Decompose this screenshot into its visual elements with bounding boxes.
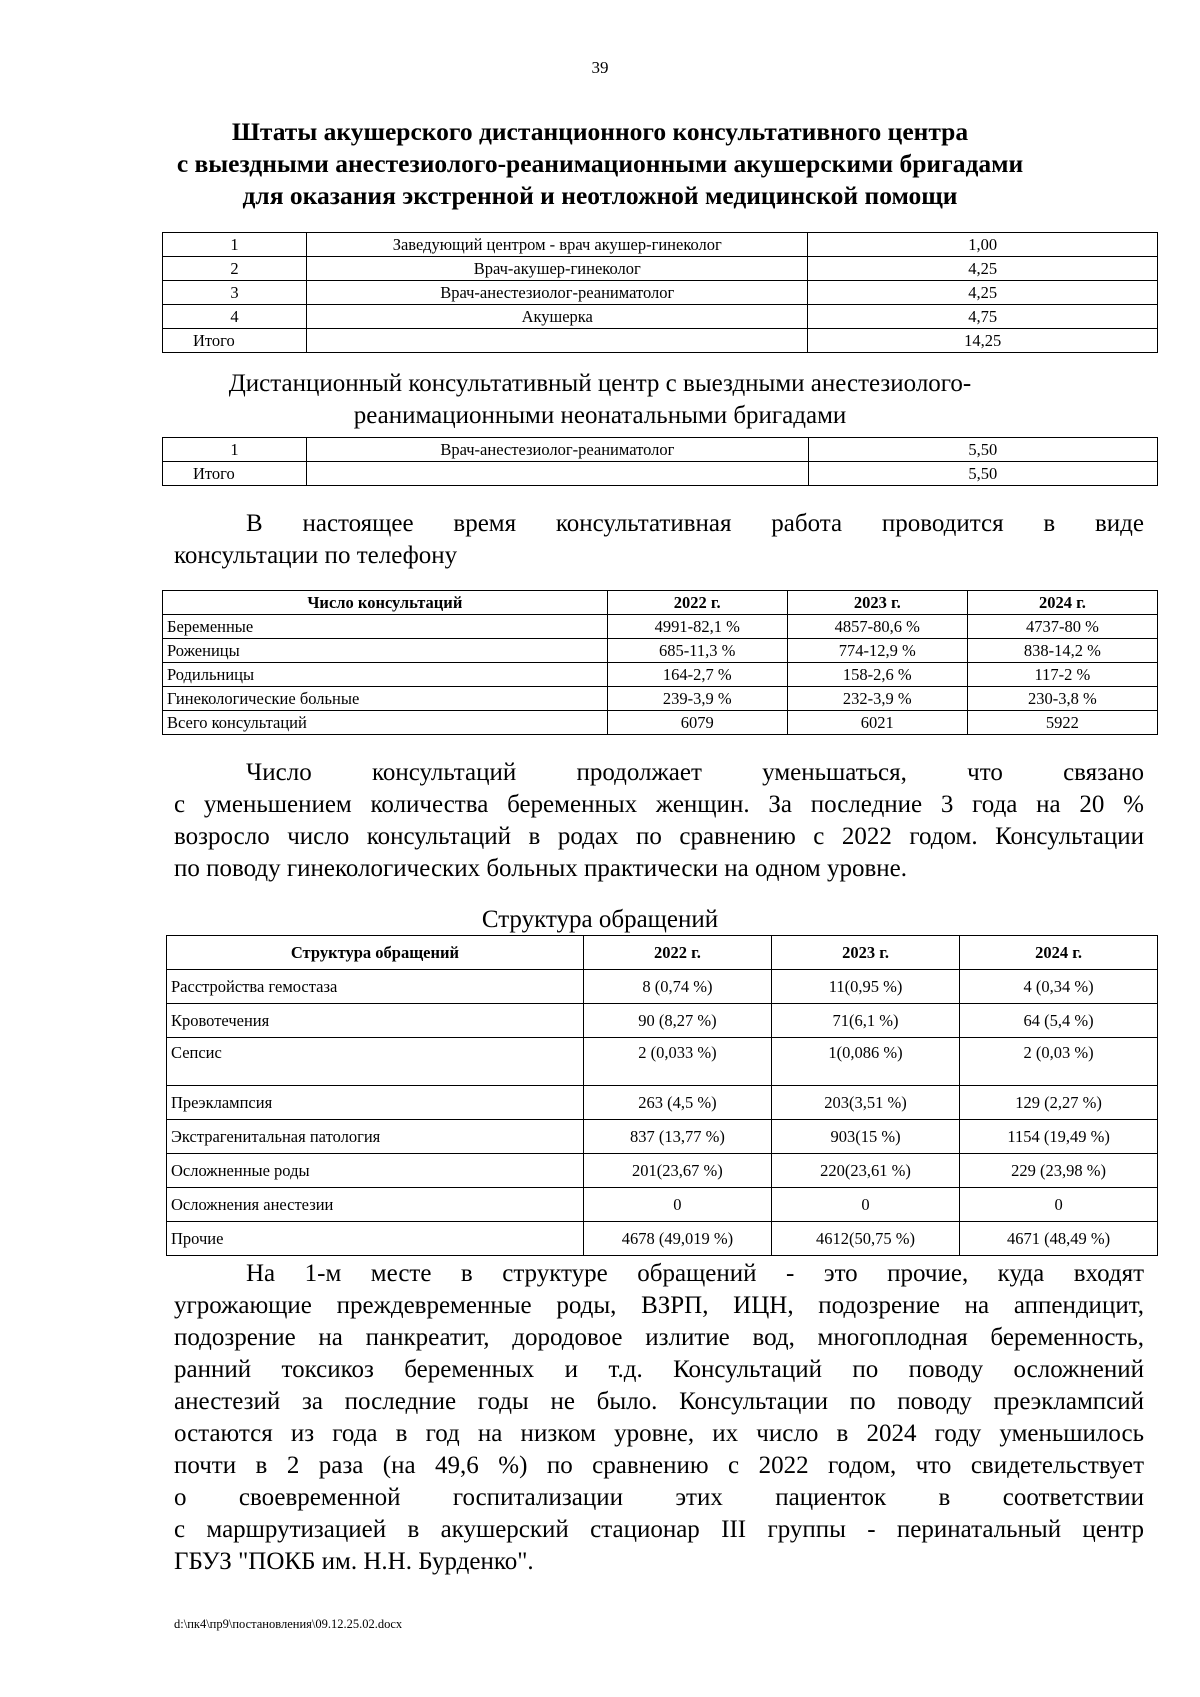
paragraph-line: угрожающие преждевременные роды, ВЗРП, ИЦН, подозрение на аппендицит, (174, 1292, 1144, 1319)
table-cell: 11(0,95 %) (771, 970, 959, 1004)
table-cell: 2 (0,03 %) (960, 1038, 1158, 1086)
table-cell: Врач-анестезиолог-реаниматолог (307, 438, 809, 462)
paragraph-line: подозрение на панкреатит, дородовое излитие вод, многоплодная беременность, (174, 1324, 1144, 1351)
table-cell: Прочие (167, 1222, 584, 1256)
table-cell: 0 (960, 1188, 1158, 1222)
paragraph-line: На 1-м месте в структуре обращений - это прочие, куда входят (246, 1260, 1144, 1287)
consultations-table (162, 590, 1158, 735)
table-row (167, 1154, 1158, 1188)
table-row (163, 281, 1158, 305)
table-cell: 158-2,6 % (787, 663, 967, 687)
paragraph-line: ГБУЗ "ПОКБ им. Н.Н. Бурденко". (174, 1548, 534, 1575)
table-cell (307, 329, 808, 353)
subtitle-neonatal (100, 368, 1100, 432)
column-header: 2024 г. (967, 591, 1157, 615)
table-cell: 201(23,67 %) (583, 1154, 771, 1188)
column-header: 2023 г. (787, 591, 967, 615)
table-cell: 4,75 (808, 305, 1158, 329)
table-row (163, 615, 1158, 639)
table-cell: Врач-акушер-гинеколог (307, 257, 808, 281)
table-cell: 0 (583, 1188, 771, 1222)
table-row (163, 687, 1158, 711)
table-cell: 685-11,3 % (607, 639, 787, 663)
table-cell: 117-2 % (967, 663, 1157, 687)
table-row (167, 1086, 1158, 1120)
table-cell: 129 (2,27 %) (960, 1086, 1158, 1120)
title-line: Штаты акушерского дистанционного консультативного центра (231, 117, 969, 146)
title-line: с выездными анестезиолого-реанимационными акушерскими бригадами (176, 149, 1024, 178)
paragraph-line: возросло число консультаций в родах по сравнению с 2022 годом. Консультации (174, 823, 1144, 850)
paragraph-line: анестезий за последние годы не было. Консультации по поводу преэклампсий (174, 1388, 1144, 1415)
table-cell: Роженицы (163, 639, 608, 663)
table-cell: 6021 (787, 711, 967, 735)
table-cell: 263 (4,5 %) (583, 1086, 771, 1120)
file-path-footer: d:\пк4\пр9\постановления\09.12.25.02.docx (174, 1617, 403, 1631)
table-cell: 4,25 (808, 257, 1158, 281)
column-header: Структура обращений (167, 936, 584, 970)
table-row (167, 1038, 1158, 1086)
table-row (163, 305, 1158, 329)
table-row (163, 438, 1158, 462)
column-header: 2023 г. (771, 936, 959, 970)
table-row (163, 639, 1158, 663)
table-cell: Расстройства гемостаза (167, 970, 584, 1004)
table-row (167, 1222, 1158, 1256)
table-row (167, 1120, 1158, 1154)
table-cell: 4857-80,6 % (787, 615, 967, 639)
page-number: 39 (591, 58, 609, 77)
table-cell: 903(15 %) (771, 1120, 959, 1154)
table-cell: 71(6,1 %) (771, 1004, 959, 1038)
table-cell: Беременные (163, 615, 608, 639)
table-cell: Преэклампсия (167, 1086, 584, 1120)
column-header: 2024 г. (960, 936, 1158, 970)
table-cell: 837 (13,77 %) (583, 1120, 771, 1154)
paragraph-line: В настоящее время консультативная работа проводится в виде (246, 510, 1144, 537)
table-cell: 2 (0,033 %) (583, 1038, 771, 1086)
paragraph-line: Число консультаций продолжает уменьшаться, что связано (246, 759, 1144, 786)
table-cell: 0 (771, 1188, 959, 1222)
staff-table-obstetric (162, 232, 1158, 353)
table-cell: Экстрагенитальная патология (167, 1120, 584, 1154)
total-label: Итого (163, 329, 307, 353)
table-total-row (163, 462, 1158, 486)
paragraph-line: с маршрутизацией в акушерский стационар III группы - перинатальный центр (174, 1516, 1144, 1543)
paragraph-line: остаются из года в год на низком уровне, их число в 2024 году уменьшилось (174, 1420, 1144, 1447)
table-cell: Осложнения анестезии (167, 1188, 584, 1222)
paragraph-line: по поводу гинекологических больных практически на одном уровне. (174, 855, 907, 882)
table-cell: 220(23,61 %) (771, 1154, 959, 1188)
table-row (163, 233, 1158, 257)
table-cell: 232-3,9 % (787, 687, 967, 711)
subtitle-line: Дистанционный консультативный центр с выездными анестезиолого- (228, 370, 972, 397)
table-cell: 4612(50,75 %) (771, 1222, 959, 1256)
column-header: 2022 г. (583, 936, 771, 970)
paragraph-line: с уменьшением количества беременных женщин. За последние 3 года на 20 % (174, 791, 1144, 818)
table-cell: Акушерка (307, 305, 808, 329)
table-cell: 3 (163, 281, 307, 305)
paragraph-line: о своевременной госпитализации этих пациенток в соответствии (174, 1484, 1144, 1511)
table-cell: Всего консультаций (163, 711, 608, 735)
table-cell: 203(3,51 %) (771, 1086, 959, 1120)
table-cell: Гинекологические больные (163, 687, 608, 711)
table-cell: 4 (163, 305, 307, 329)
paragraph-line: почти в 2 раза (на 49,6 %) по сравнению с 2022 годом, что свидетельствует (174, 1452, 1144, 1479)
table-cell: 90 (8,27 %) (583, 1004, 771, 1038)
table-cell: 164-2,7 % (607, 663, 787, 687)
table-header-row (167, 936, 1158, 970)
table-cell: 4,25 (808, 281, 1158, 305)
table-cell (307, 462, 809, 486)
table-row (163, 257, 1158, 281)
table-total-row (163, 329, 1158, 353)
table-cell: 239-3,9 % (607, 687, 787, 711)
title-line: для оказания экстренной и неотложной медицинской помощи (242, 181, 958, 210)
table-cell: 4678 (49,019 %) (583, 1222, 771, 1256)
table-cell: 1 (163, 233, 307, 257)
table-cell: 4991-82,1 % (607, 615, 787, 639)
paragraph-consult-method (174, 508, 1144, 572)
subtitle-line: реанимационными неонатальными бригадами (353, 402, 847, 429)
request-structure-table (166, 935, 1158, 1256)
table-header-row (163, 591, 1158, 615)
table-cell: 2 (163, 257, 307, 281)
paragraph-structure-analysis (174, 1258, 1144, 1578)
table-cell: 229 (23,98 %) (960, 1154, 1158, 1188)
staff-table-neonatal (162, 437, 1158, 486)
column-header: 2022 г. (607, 591, 787, 615)
table-cell: 5,50 (808, 438, 1157, 462)
table-cell: 1,00 (808, 233, 1158, 257)
paragraph-line: ранний токсикоз беременных и т.д. Консультаций по поводу осложнений (174, 1356, 1144, 1383)
total-value: 14,25 (808, 329, 1158, 353)
table-cell: 4671 (48,49 %) (960, 1222, 1158, 1256)
table-cell: 6079 (607, 711, 787, 735)
table-row (163, 711, 1158, 735)
table-cell: Родильницы (163, 663, 608, 687)
table-cell: 8 (0,74 %) (583, 970, 771, 1004)
table-cell: 4 (0,34 %) (960, 970, 1158, 1004)
column-header: Число консультаций (163, 591, 608, 615)
table-cell: 64 (5,4 %) (960, 1004, 1158, 1038)
table-row (167, 1004, 1158, 1038)
table-cell: Врач-анестезиолог-реаниматолог (307, 281, 808, 305)
table-cell: 1154 (19,49 %) (960, 1120, 1158, 1154)
paragraph-line: консультации по телефону (174, 542, 458, 569)
table-cell: 5922 (967, 711, 1157, 735)
table-cell: Кровотечения (167, 1004, 584, 1038)
table-cell: Сепсис (167, 1038, 584, 1086)
table-cell: Осложненные роды (167, 1154, 584, 1188)
table-cell: 838-14,2 % (967, 639, 1157, 663)
total-label: Итого (163, 462, 307, 486)
table-row (163, 663, 1158, 687)
table-caption: Структура обращений (481, 906, 719, 933)
section-title (100, 116, 1100, 212)
table-cell: 4737-80 % (967, 615, 1157, 639)
table-cell: 1(0,086 %) (771, 1038, 959, 1086)
table-cell: 1 (163, 438, 307, 462)
table-cell: Заведующий центром - врач акушер-гинеколог (307, 233, 808, 257)
table-row (167, 970, 1158, 1004)
table-row (167, 1188, 1158, 1222)
paragraph-consult-trend (174, 757, 1144, 885)
table-cell: 774-12,9 % (787, 639, 967, 663)
total-value: 5,50 (808, 462, 1157, 486)
table-cell: 230-3,8 % (967, 687, 1157, 711)
